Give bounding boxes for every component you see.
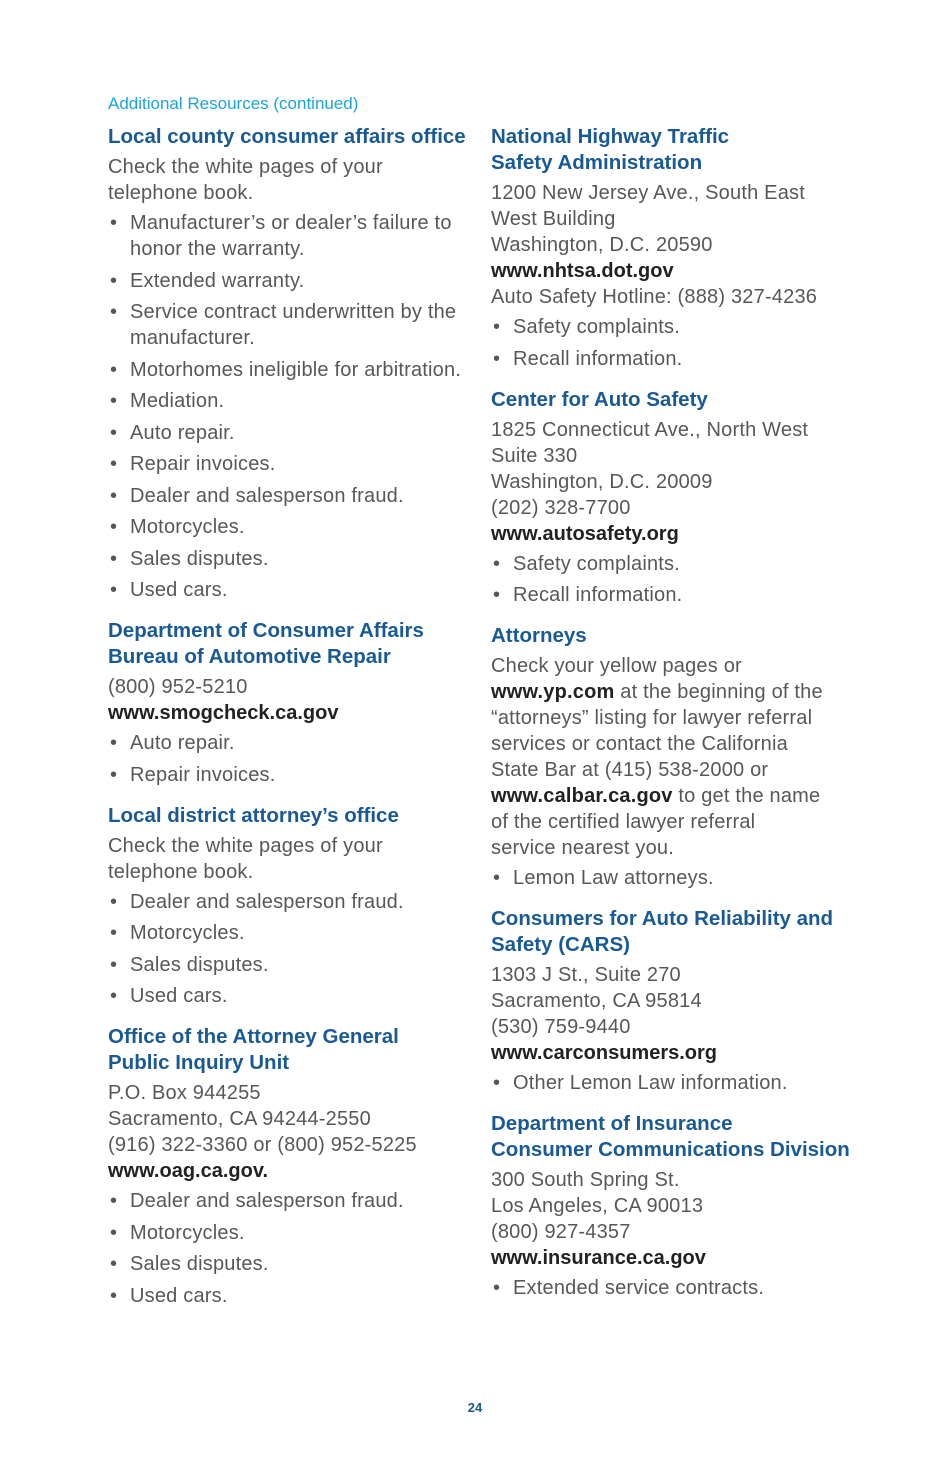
list-item: • Motorhomes ineligible for arbitration.: [108, 357, 468, 383]
center-auto-safety-section: [491, 387, 851, 609]
yp-link[interactable]: www.yp.com: [491, 681, 615, 703]
list-item: • Auto repair.: [108, 730, 468, 756]
bullet-list: [491, 1275, 851, 1301]
list-item: • Motorcycles.: [108, 514, 468, 540]
list-item: • Safety complaints.: [491, 314, 851, 340]
list-item: • Dealer and salesperson fraud.: [108, 1188, 468, 1214]
website-link[interactable]: www.carconsumers.org: [491, 1042, 717, 1064]
website-link[interactable]: www.autosafety.org: [491, 522, 679, 545]
section-heading: Local district attorney’s office: [108, 803, 399, 827]
body-line: services or contact the California: [491, 733, 788, 755]
list-item: • Other Lemon Law information.: [491, 1070, 851, 1096]
address-line: 1200 New Jersey Ave., South East: [491, 182, 805, 204]
website-link[interactable]: www.insurance.ca.gov: [491, 1247, 706, 1269]
right-column: [491, 124, 851, 1316]
section-heading: [491, 124, 851, 176]
bullet-list: [108, 1188, 468, 1309]
heading-line: Department of Consumer Affairs: [108, 619, 424, 642]
address-line: 1303 J St., Suite 270: [491, 964, 681, 986]
body-line: “attorneys” listing for lawyer referral: [491, 707, 813, 729]
bullet-list: [108, 889, 468, 1010]
cars-section: [491, 906, 851, 1096]
body-text: at the beginning of the: [614, 681, 823, 703]
list-item: • Motorcycles.: [108, 1220, 468, 1246]
list-item: • Auto repair.: [108, 420, 468, 446]
heading-line: Bureau of Automotive Repair: [108, 645, 391, 668]
address-line: P.O. Box 944255: [108, 1082, 261, 1104]
list-item: • Manufacturer’s or dealer’s failure to honor the warranty.: [108, 210, 468, 262]
bullet-list: [108, 730, 468, 788]
body-line: State Bar at (415) 538-2000 or: [491, 759, 769, 781]
body-line: telephone book.: [108, 182, 254, 204]
heading-line: Consumers for Auto Reliability and: [491, 907, 834, 930]
county-consumer-affairs-section: [108, 124, 468, 603]
body-line: Check the white pages of your: [108, 834, 383, 857]
page-number: 24: [467, 1400, 483, 1415]
section-heading: [491, 906, 851, 958]
section-heading: [108, 618, 468, 670]
heading-line: National Highway Traffic: [491, 125, 730, 148]
list-item: • Extended service contracts.: [491, 1275, 851, 1301]
list-item: • Sales disputes.: [108, 952, 468, 978]
section-heading: Center for Auto Safety: [491, 387, 708, 411]
section-heading: [491, 1111, 851, 1163]
body-text: to get the name: [672, 785, 821, 807]
address-line: Suite 330: [491, 444, 578, 467]
address-line: Sacramento, CA 94244-2550: [108, 1108, 371, 1130]
address-line: Washington, D.C. 20009: [491, 470, 713, 493]
address-line: Los Angeles, CA 90013: [491, 1195, 704, 1217]
list-item: • Dealer and salesperson fraud.: [108, 889, 468, 915]
bullet-list: [491, 865, 851, 891]
body-line: [491, 783, 851, 809]
body-line: service nearest you.: [491, 837, 674, 859]
address-line: 300 South Spring St.: [491, 1169, 680, 1191]
list-item: • Dealer and salesperson fraud.: [108, 483, 468, 509]
list-item: • Used cars.: [108, 983, 468, 1009]
address-line: West Building: [491, 208, 616, 230]
list-item: • Used cars.: [108, 577, 468, 603]
list-item: • Used cars.: [108, 1283, 468, 1309]
list-item: • Lemon Law attorneys.: [491, 865, 851, 891]
body-line: Check the white pages of your: [108, 156, 383, 178]
list-item: • Extended warranty.: [108, 268, 468, 294]
heading-line: Public Inquiry Unit: [108, 1051, 290, 1074]
body-line: telephone book.: [108, 860, 254, 883]
section-heading: [108, 1024, 468, 1076]
bullet-list: [108, 210, 468, 603]
address-line: Washington, D.C. 20590: [491, 234, 713, 256]
website-link[interactable]: www.smogcheck.ca.gov: [108, 702, 339, 724]
list-item: • Motorcycles.: [108, 920, 468, 946]
phone-number: (530) 759-9440: [491, 1016, 631, 1038]
bullet-list: [491, 314, 851, 372]
heading-line: Safety Administration: [491, 151, 703, 174]
list-item: • Mediation.: [108, 388, 468, 414]
body-line: [491, 679, 851, 705]
phone-number: (916) 322-3360 or (800) 952-5225: [108, 1134, 417, 1156]
list-item: • Repair invoices.: [108, 762, 468, 788]
attorneys-section: [491, 623, 851, 891]
list-item: • Recall information.: [491, 582, 851, 608]
heading-line: Office of the Attorney General: [108, 1025, 399, 1048]
heading-line: Safety (CARS): [491, 933, 630, 956]
hotline: Auto Safety Hotline: (888) 327-4236: [491, 286, 818, 308]
website-link[interactable]: www.nhtsa.dot.gov: [491, 260, 674, 282]
list-item: • Safety complaints.: [491, 551, 851, 577]
list-item: • Sales disputes.: [108, 546, 468, 572]
dca-bar-section: [108, 618, 468, 788]
heading-line: Consumer Communications Division: [491, 1138, 850, 1161]
nhtsa-section: [491, 124, 851, 372]
list-item: • Sales disputes.: [108, 1251, 468, 1277]
list-item: • Service contract underwritten by the manufacturer.: [108, 299, 468, 351]
calbar-link[interactable]: www.calbar.ca.gov: [491, 785, 673, 807]
phone-number: (202) 328-7700: [491, 496, 631, 519]
heading-line: Department of Insurance: [491, 1112, 733, 1135]
section-continued-label: Additional Resources (continued): [108, 94, 359, 113]
list-item: • Repair invoices.: [108, 451, 468, 477]
section-heading: Attorneys: [491, 624, 587, 647]
address-line: Sacramento, CA 95814: [491, 990, 702, 1012]
body-line: of the certified lawyer referral: [491, 811, 756, 833]
district-attorney-section: [108, 803, 468, 1010]
insurance-section: [491, 1111, 851, 1301]
list-item: • Recall information.: [491, 346, 851, 372]
address-line: 1825 Connecticut Ave., North West: [491, 418, 809, 441]
left-column: [108, 124, 468, 1324]
attorney-general-section: [108, 1024, 468, 1309]
phone-number: (800) 952-5210: [108, 676, 248, 698]
phone-number: (800) 927-4357: [491, 1221, 631, 1243]
body-line: Check your yellow pages or: [491, 655, 742, 677]
website-link[interactable]: www.oag.ca.gov.: [108, 1160, 269, 1182]
section-heading: Local county consumer affairs office: [108, 125, 466, 148]
bullet-list: [491, 551, 851, 609]
bullet-list: [491, 1070, 851, 1096]
